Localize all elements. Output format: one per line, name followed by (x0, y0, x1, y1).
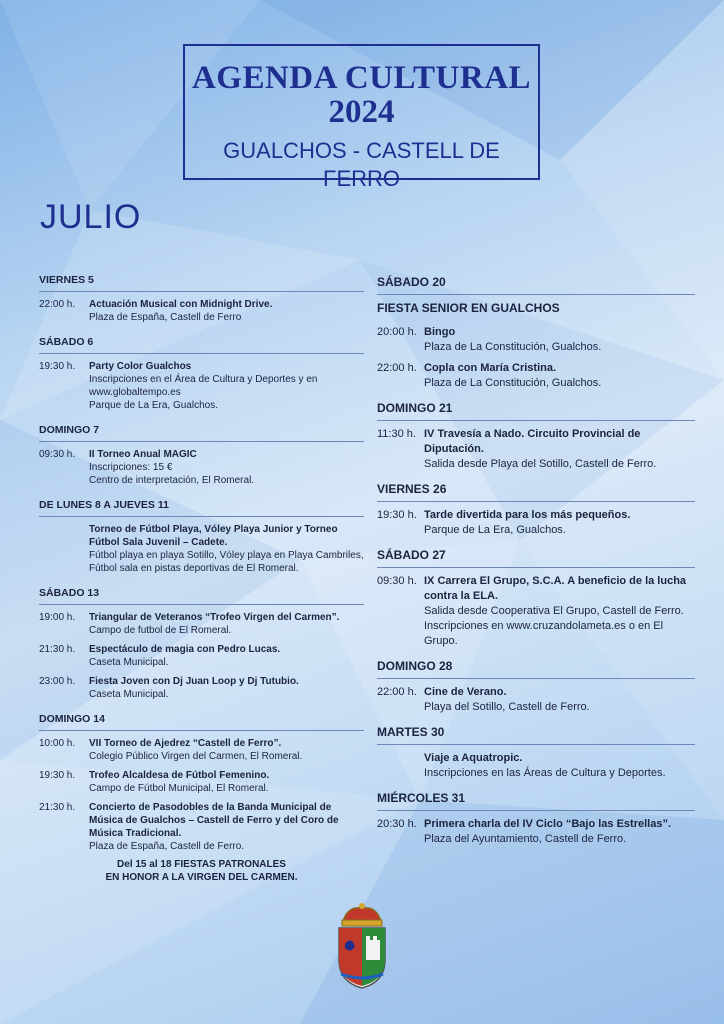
day-header (377, 723, 695, 745)
event-note: Salida desde Cooperativa El Grupo, Castell de Ferro. (424, 605, 684, 617)
event-note: Plaza de La Constitución, Gualchos. (424, 377, 602, 389)
day-block (377, 480, 695, 538)
event-title: Espectáculo de magia con Pedro Lucas. (89, 644, 281, 655)
event-time: 22:00 h. (39, 299, 76, 310)
event-title: IX Carrera El Grupo, S.C.A. A beneficio de la lucha contra la ELA. (424, 575, 687, 602)
day-title: SÁBADO 27 (377, 548, 446, 562)
event-row (377, 817, 695, 847)
right-schedule-column (377, 273, 695, 855)
day-title: VIERNES 5 (39, 274, 94, 286)
event-row (377, 427, 695, 472)
event-title: Triangular de Veteranos “Trofeo Virgen del Carmen”. (89, 612, 340, 623)
event-time: 19:30 h. (39, 361, 76, 372)
day-block (377, 657, 695, 715)
event-details (89, 801, 364, 853)
day-header (39, 583, 364, 605)
fiestas-note (39, 858, 364, 884)
event-details (89, 298, 364, 324)
event-note: Plaza de La Constitución, Gualchos. (424, 341, 602, 353)
event-details (89, 448, 364, 487)
day-header (377, 657, 695, 679)
event-note: Inscripciones: 15 € (89, 462, 173, 473)
event-details (89, 769, 364, 795)
day-title: MARTES 30 (377, 725, 445, 739)
day-block (377, 399, 695, 472)
day-header (39, 420, 364, 442)
event-details (424, 685, 695, 715)
event-row (377, 325, 695, 355)
event-title: Fiesta Joven con Dj Juan Loop y Dj Tutubio. (89, 676, 299, 687)
event-title: Tarde divertida para los más pequeños. (424, 509, 631, 521)
event-details (424, 574, 695, 649)
day-title: SÁBADO 6 (39, 336, 94, 348)
day-title: DOMINGO 7 (39, 424, 100, 436)
day-title: SÁBADO 20 (377, 275, 446, 289)
event-title: Viaje a Aquatropic. (424, 752, 523, 764)
agenda-subtitle: GUALCHOS - CASTELL DE FERRO (223, 138, 500, 191)
event-details (89, 360, 364, 412)
event-note: Plaza de España, Castell de Ferro. (89, 841, 245, 852)
event-time: 21:30 h. (39, 644, 76, 655)
event-title: Concierto de Pasodobles de la Banda Municipal de Música de Gualchos – Castell de Ferro y del Coro de Música Tradicional. (89, 802, 339, 839)
day-title: SÁBADO 13 (39, 587, 100, 599)
day-header (39, 495, 364, 517)
event-title: Actuación Musical con Midnight Drive. (89, 299, 273, 310)
event-note: Centro de interpretación, El Romeral. (89, 475, 255, 486)
event-row (39, 737, 364, 763)
event-time: 21:30 h. (39, 802, 76, 813)
event-note: Salida desde Playa del Sotillo, Castell de Ferro. (424, 458, 657, 470)
event-title: IV Travesía a Nado. Circuito Provincial de Diputación. (424, 428, 641, 455)
day-block (377, 789, 695, 847)
event-details (89, 737, 364, 763)
event-time (377, 751, 424, 781)
event-note: Caseta Municipal. (89, 689, 169, 700)
event-title: VII Torneo de Ajedrez “Castell de Ferro”. (89, 738, 282, 749)
event-note: Campo de Fútbol Municipal, El Romeral. (89, 783, 269, 794)
event-time: 10:00 h. (39, 738, 76, 749)
day-header (39, 709, 364, 731)
day-title: DE LUNES 8 A JUEVES 11 (39, 499, 169, 511)
event-time: 22:00 h. (377, 686, 417, 698)
fiestas-note-line1: Del 15 al 18 FIESTAS PATRONALES (117, 859, 286, 870)
event-note: Parque de La Era, Gualchos. (89, 400, 218, 411)
day-header (377, 789, 695, 811)
event-title: Torneo de Fútbol Playa, Vóley Playa Junior y Torneo Fútbol Sala Juvenil – Cadete. (89, 524, 338, 548)
municipal-coat-of-arms-icon (333, 900, 391, 990)
event-details (89, 675, 364, 701)
event-row (377, 685, 695, 715)
day-header (39, 332, 364, 354)
event-time: 19:00 h. (39, 612, 76, 623)
day-block (377, 723, 695, 781)
day-header (39, 270, 364, 292)
event-row (39, 675, 364, 701)
event-note: Inscripciones en el Área de Cultura y Deportes y en www.globaltempo.es (89, 374, 318, 398)
event-time: 23:00 h. (39, 676, 76, 687)
agenda-title: AGENDA CULTURAL (191, 60, 532, 96)
day-header (377, 273, 695, 295)
event-row (39, 643, 364, 669)
day-block (39, 420, 364, 487)
event-row (39, 523, 364, 575)
event-details (424, 361, 695, 391)
event-time: 20:00 h. (377, 326, 417, 338)
day-title: DOMINGO 28 (377, 659, 453, 673)
event-title: Primera charla del IV Ciclo “Bajo las Estrellas”. (424, 818, 672, 830)
day-block (39, 332, 364, 412)
event-row (39, 801, 364, 853)
event-details (424, 751, 695, 781)
event-details (424, 325, 695, 355)
event-time: 19:30 h. (39, 770, 76, 781)
event-note: Playa del Sotillo, Castell de Ferro. (424, 701, 590, 713)
day-title: MIÉRCOLES 31 (377, 791, 466, 805)
event-row (39, 611, 364, 637)
day-block (377, 273, 695, 391)
left-schedule-column (39, 270, 364, 861)
title-box (183, 44, 540, 191)
day-block (39, 495, 364, 575)
event-details (89, 523, 364, 575)
day-block (39, 270, 364, 324)
day-block (377, 546, 695, 649)
day-header (377, 399, 695, 421)
event-details (89, 611, 364, 637)
event-note: Inscripciones en las Áreas de Cultura y Deportes. (424, 767, 666, 779)
event-row (377, 574, 695, 649)
event-details (424, 427, 695, 472)
day-title: DOMINGO 14 (39, 713, 105, 725)
event-details (424, 508, 695, 538)
event-title: Bingo (424, 326, 456, 338)
event-time: 20:30 h. (377, 818, 417, 830)
event-time: 22:00 h. (377, 362, 417, 374)
event-row (39, 448, 364, 487)
day-block (39, 709, 364, 853)
event-note: Caseta Municipal. (89, 657, 169, 668)
event-row (39, 769, 364, 795)
event-details (89, 643, 364, 669)
event-row (39, 360, 364, 412)
event-time: 09:30 h. (39, 449, 76, 460)
month-heading: JULIO (40, 198, 142, 236)
event-row (377, 508, 695, 538)
fiestas-note-line2: EN HONOR A LA VIRGEN DEL CARMEN. (105, 872, 298, 883)
event-time: 09:30 h. (377, 575, 417, 587)
event-time (39, 523, 89, 575)
event-note: Parque de La Era, Gualchos. (424, 524, 566, 536)
event-row (377, 361, 695, 391)
event-row (377, 751, 695, 781)
event-title: Cine de Verano. (424, 686, 507, 698)
event-title: Copla con María Cristina. (424, 362, 557, 374)
event-title: Trofeo Alcaldesa de Fútbol Femenino. (89, 770, 270, 781)
day-block (39, 583, 364, 701)
day-title: DOMINGO 21 (377, 401, 453, 415)
agenda-year: 2024 (328, 94, 395, 130)
event-row (39, 298, 364, 324)
day-header (377, 546, 695, 568)
event-details (424, 817, 695, 847)
event-note: Plaza del Ayuntamiento, Castell de Ferro. (424, 833, 627, 845)
event-title: II Torneo Anual MAGIC (89, 449, 197, 460)
event-time: 11:30 h. (377, 428, 416, 440)
event-note: Fútbol playa en playa Sotillo, Vóley playa en Playa Cambriles, Fútbol sala en pistas deportivas de El Romeral. (89, 550, 364, 574)
day-title: VIERNES 26 (377, 482, 447, 496)
event-note: Colegio Público Virgen del Carmen, El Romeral. (89, 751, 303, 762)
event-note: Inscripciones en www.cruzandolameta.es o en El Grupo. (424, 620, 664, 647)
day-header (377, 480, 695, 502)
event-time: 19:30 h. (377, 509, 417, 521)
day-subheading: FIESTA SENIOR EN GUALCHOS (377, 301, 560, 315)
event-note: Plaza de España, Castell de Ferro (89, 312, 242, 323)
event-title: Party Color Gualchos (89, 361, 192, 372)
event-note: Campo de futbol de El Romeral. (89, 625, 232, 636)
